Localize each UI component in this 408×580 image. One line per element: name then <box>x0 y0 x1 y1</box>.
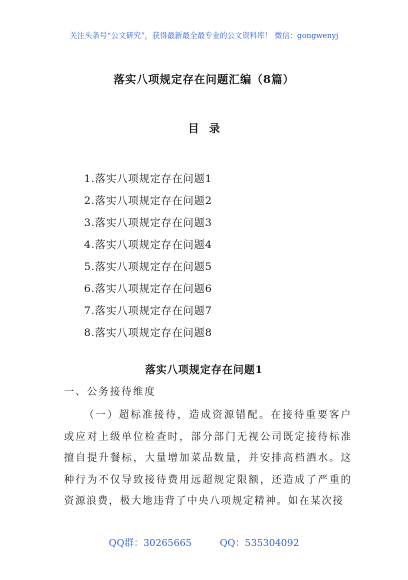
body-paragraph: （一）超标准接待，造成资源错配。在接待重要客户或应对上级单位检查时，部分部门无视公司既定接待标准擅自提升餐标，大量增加菜品数量，并安排高档酒水。这种行为不仅导致接待费用远超规定限额，还造成了严重的资源浪费，极大地违背了中央八项规定精神。如在某次接 <box>64 410 352 507</box>
footer <box>0 535 408 549</box>
footer-qq-group: QQ群：30265665 <box>108 538 192 549</box>
toc-item[interactable]: 7.落实八项规定存在问题7 <box>84 305 213 317</box>
toc-item[interactable]: 6.落实八项规定存在问题6 <box>84 283 213 295</box>
subheading: 一、公务接待维度 <box>64 387 156 398</box>
section-title: 落实八项规定存在问题1 <box>145 364 263 376</box>
toc-item[interactable]: 3.落实八项规定存在问题3 <box>84 217 213 229</box>
toc-item[interactable]: 2.落实八项规定存在问题2 <box>84 195 213 207</box>
toc-item[interactable]: 4.落实八项规定存在问题4 <box>84 239 213 251</box>
toc-item[interactable]: 5.落实八项规定存在问题5 <box>84 261 213 273</box>
document-title: 落实八项规定存在问题汇编（8篇） <box>113 73 295 86</box>
header-banner: 关注头条号“公文研究”，获得最新最全最专业的公文资料库！ 微信：gongwenyj <box>69 31 339 40</box>
toc-item[interactable]: 1.落实八项规定存在问题1 <box>84 173 213 185</box>
toc-heading: 目录 <box>188 122 230 135</box>
table-of-contents <box>84 168 212 344</box>
footer-qq: QQ：535304092 <box>219 538 300 549</box>
toc-item[interactable]: 8.落实八项规定存在问题8 <box>84 327 213 339</box>
